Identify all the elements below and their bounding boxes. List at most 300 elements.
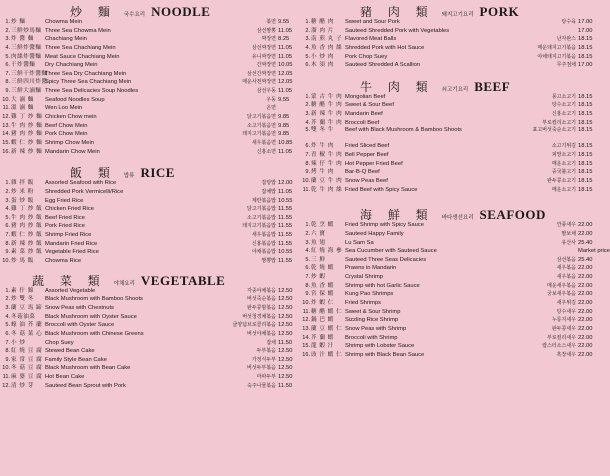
item-number: 12.: [2, 382, 10, 389]
item-price: 22.00: [578, 291, 593, 298]
item-chinese-name: 蒙 古 牛 肉: [311, 93, 343, 100]
menu-item-row: [0, 78, 300, 87]
menu-item-row: [0, 205, 300, 214]
item-english-name: Black Mushroom with Chinese Greens: [45, 330, 144, 337]
item-number: 7.: [305, 274, 310, 281]
item-price: 12.50: [278, 348, 293, 355]
item-chinese-name: 牛 肉 炒 麵: [11, 122, 43, 129]
item-chinese-name: 三鮮炒馬麵: [11, 27, 42, 34]
menu-item-row: [300, 351, 600, 360]
item-number: 8.: [305, 282, 310, 289]
item-number: 3.: [5, 304, 10, 311]
section-title-english: RICE: [140, 165, 175, 181]
item-number: 3.: [305, 239, 310, 246]
item-english-name: Black Mushroom with Bamboo Shoots: [45, 296, 143, 303]
section-title: [0, 3, 300, 17]
section-title-korean: 국수요리: [123, 12, 146, 18]
item-number: 1.: [305, 93, 310, 100]
item-number: 6.: [5, 330, 10, 337]
item-korean-name: 신홍소고기: [551, 111, 576, 118]
menu-item-row: [0, 364, 300, 373]
item-korean-name: 매운소고기: [551, 186, 576, 193]
item-number: 6.: [5, 223, 10, 230]
item-number: 8.: [5, 348, 10, 355]
item-price: 11.05: [278, 148, 293, 155]
item-number: 9.: [5, 356, 10, 363]
item-korean-name: 완두콩밤볶음: [247, 304, 276, 311]
item-korean-name: 버섯죽순볶음: [247, 296, 276, 303]
item-chinese-name: 小 炒 肉: [311, 53, 334, 60]
item-chinese-name: 豬 肉 炒 飯: [11, 223, 43, 230]
item-number: 10.: [2, 96, 10, 103]
left-column: [0, 0, 300, 390]
item-chinese-name: 清 炒 芽: [11, 382, 34, 389]
item-english-name: Seafood Noodles Soup: [45, 96, 105, 103]
item-chinese-name: 三鮮大滷麵: [11, 88, 42, 95]
menu-item-row: [300, 44, 600, 53]
item-price: 10.55: [278, 249, 293, 256]
item-number: 4.: [305, 44, 310, 51]
item-price: 11.05: [278, 44, 293, 51]
item-korean-name: 신홍소면: [256, 148, 276, 155]
item-english-name: Bar-B-Q Beef: [345, 169, 380, 176]
item-chinese-name: 三鮮四川炸醬: [11, 79, 48, 86]
item-number: 2.: [5, 27, 10, 34]
item-korean-name: 삼선우동: [256, 88, 276, 95]
menu-item-row: [0, 35, 300, 44]
item-korean-name: 소고기튀김: [551, 143, 576, 150]
item-chinese-name: 三 鮮: [311, 256, 326, 263]
item-chinese-name: 蛋 炒 飯: [11, 197, 34, 204]
item-chinese-name: 素 什 錦: [11, 287, 34, 294]
item-english-name: Fried Shrimps: [345, 300, 382, 307]
item-price: 18.15: [578, 186, 593, 193]
menu-item-row: [0, 61, 300, 70]
menu-item-row: [0, 44, 300, 53]
item-price: 18.15: [578, 44, 593, 51]
item-korean-name: 야채볶음밥: [251, 249, 276, 256]
item-english-name: Chicken Fried Rice: [45, 206, 94, 213]
item-number: 9.: [5, 249, 10, 256]
item-price: 18.15: [578, 93, 593, 100]
menu-item-row: [300, 127, 600, 142]
item-number: 2.: [305, 230, 310, 237]
menu-item-row: [300, 142, 600, 151]
item-korean-name: 랍스터소스새우: [542, 343, 576, 350]
item-number: 10.: [302, 300, 310, 307]
menu-item-row: [0, 347, 300, 356]
item-english-name: Fried Sliced Beef: [345, 143, 390, 150]
item-chinese-name: 炒 米 粉: [11, 188, 34, 195]
item-korean-name: 새우볶음면: [251, 139, 276, 146]
item-number: 8.: [305, 160, 310, 167]
item-price: 8.25: [278, 36, 290, 43]
item-english-name: Sweet & Sour Beef: [345, 102, 394, 109]
item-price: 22.00: [578, 334, 593, 341]
menu-item-row: [0, 104, 300, 113]
item-price: 12.50: [278, 322, 293, 329]
item-english-name: Sweet & Sour Shrimp: [345, 308, 401, 315]
item-number: 7.: [305, 152, 310, 159]
item-chinese-name: 三鮮炸醬麵: [11, 44, 42, 51]
item-korean-name: 돼지고기볶음면: [242, 131, 276, 138]
item-number: 2.: [305, 102, 310, 109]
menu-item-row: [0, 122, 300, 131]
menu-item-row: [300, 53, 600, 62]
item-price: 9.85: [278, 122, 290, 129]
item-english-name: Bell Pepper Beef: [345, 152, 389, 159]
menu-item-row: [300, 35, 600, 44]
menu-item-row: [0, 27, 300, 36]
item-chinese-name: 糖 醋 蝦 仁: [311, 308, 343, 315]
item-number: 1.: [5, 287, 10, 294]
item-english-name: Shrimp with hot Garlic Sauce: [345, 282, 420, 289]
item-number: 5.: [5, 322, 10, 329]
item-english-name: Beef Chow Mein: [45, 122, 88, 129]
item-price: 11.05: [278, 53, 293, 60]
item-english-name: Snow Peas with Shrimp: [345, 325, 407, 332]
menu-item-row: [300, 177, 600, 186]
item-korean-name: 삼선짬뽕: [256, 27, 276, 34]
item-chinese-name: 紅 燒 海 參: [311, 248, 343, 255]
menu-item-row: [300, 247, 610, 256]
item-chinese-name: 新 辣 牛 肉: [311, 111, 343, 118]
section-beef: [300, 78, 600, 194]
menu-item-row: [300, 186, 600, 195]
section-title-korean: 바다생선요리: [441, 215, 474, 222]
item-price: 11.50: [278, 382, 293, 389]
item-english-name: Family Style Bean Cake: [45, 356, 107, 363]
item-chinese-name: 炒 雙 冬: [11, 296, 34, 303]
item-price: 17.00: [578, 62, 593, 69]
menu-item-row: [0, 231, 300, 240]
item-number: 1.: [305, 19, 310, 25]
item-chinese-name: 冬 菇 豆 腐: [11, 365, 43, 372]
item-chinese-name: 蘭 豆 馬 蹄: [11, 304, 43, 311]
item-korean-name: 부로컬리소고기: [542, 119, 576, 126]
item-chinese-name: 冬 菇 菜 心: [11, 330, 43, 337]
menu-item-row: [300, 151, 600, 160]
item-english-name: Prawns in Mandarin: [345, 265, 397, 272]
menu-item-row: [0, 382, 300, 391]
item-english-name: Sauteed Three Seas Delicacies: [345, 256, 427, 263]
item-price: 11.55: [278, 206, 293, 213]
item-chinese-name: 小 炒: [11, 339, 26, 346]
item-english-name: Flavored Meat Balls: [345, 36, 397, 43]
item-price: 12.50: [278, 356, 293, 363]
item-number: 12.: [2, 114, 10, 121]
item-english-name: Stewed Bean Cake: [45, 348, 95, 355]
item-english-name: Crystal Shrimp: [345, 274, 384, 281]
item-korean-name: 새우튀김: [556, 300, 576, 307]
item-korean-name: 가정식두부: [251, 356, 276, 363]
item-english-name: Snow Peas Beef: [345, 177, 388, 184]
item-english-name: Sea Cucumber with Sauteed Sauce: [345, 248, 437, 255]
item-number: 5.: [305, 127, 310, 134]
item-price: 25.40: [578, 239, 593, 246]
item-price: 18.15: [578, 152, 593, 159]
menu-item-row: [300, 290, 600, 299]
menu-item-row: [0, 321, 300, 330]
menu-item-row: [0, 295, 300, 304]
item-korean-name: 유산사: [561, 239, 576, 246]
item-korean-name: 새우볶음: [556, 274, 576, 281]
item-chinese-name: 豉 汁 蝦 仁: [311, 351, 343, 358]
item-price: 22.00: [578, 265, 593, 272]
item-price: 11.55: [278, 214, 293, 221]
item-english-name: Meat Sauce Chachiang Mein: [45, 53, 120, 60]
item-korean-name: 돼지고기볶음밥: [242, 223, 276, 230]
section-seafood: [300, 206, 610, 359]
menu-item-row: [0, 130, 300, 139]
item-chinese-name: 乾 牛 肉 絲: [311, 186, 343, 193]
item-english-name: Chowma Mein: [45, 19, 83, 25]
item-price: 18.15: [578, 53, 593, 60]
item-price: 12.05: [278, 79, 293, 86]
item-chinese-name: 炸 蝦 仁: [311, 300, 334, 307]
item-english-name: Black Mushroom with Bean Cake: [45, 365, 131, 372]
item-korean-name: 볶면: [266, 19, 276, 25]
item-english-name: Egg Fried Rice: [45, 197, 84, 204]
item-price: 22.00: [578, 317, 593, 324]
item-chinese-name: 糖 醋 肉: [311, 19, 334, 25]
menu-item-row: [0, 287, 300, 296]
item-chinese-name: 蠔 油 芥 蘭: [11, 322, 43, 329]
item-price: 22.00: [578, 343, 593, 350]
item-korean-name: 각종야채볶음: [247, 287, 276, 294]
item-korean-name: 중국불고기: [551, 169, 576, 176]
item-number: 13.: [2, 122, 10, 129]
item-korean-name: 신홍볶음밥: [251, 240, 276, 247]
menu-item-row: [0, 339, 300, 348]
item-number: 8.: [5, 240, 10, 247]
item-english-name: Shredded Pork with Hot Sauce: [345, 44, 425, 51]
item-korean-name: 깐풍새우: [556, 222, 576, 229]
item-english-name: Broccoli with Oyster Sauce: [45, 322, 115, 329]
item-price: 22.00: [578, 325, 593, 332]
item-price: 11.55: [278, 258, 293, 265]
item-english-name: Pork Chop Suey: [345, 53, 388, 60]
item-chinese-name: 炒 馬 飯: [11, 258, 34, 265]
item-korean-name: 두부볶음: [256, 348, 276, 355]
menu-item-row: [300, 342, 600, 351]
menu-item-row: [0, 330, 300, 339]
item-chinese-name: 南 煎 丸 子: [311, 36, 343, 43]
item-price: 18.15: [578, 102, 593, 109]
item-korean-name: 표고버섯죽순소고기: [532, 127, 576, 134]
section-title-korean: 쇠고기요리: [441, 86, 469, 93]
item-number: 3.: [5, 197, 10, 204]
item-korean-name: 완두콩새우: [551, 325, 576, 332]
section-title-english: VEGETABLE: [140, 272, 226, 288]
item-korean-name: 무주점채: [556, 62, 576, 69]
item-price: 18.15: [578, 36, 593, 43]
item-english-name: Beef with Black Mushroom & Bamboo Shoots: [345, 127, 462, 134]
item-korean-name: 난자완스: [556, 36, 576, 43]
item-price: 9.55: [278, 19, 290, 25]
item-english-name: Wen Loo Mein: [45, 105, 83, 112]
item-korean-name: 야채돼지고기볶음: [537, 53, 576, 60]
item-korean-name: 피망소고기: [551, 152, 576, 159]
item-english-name: Broccoli Beef: [345, 119, 380, 126]
item-english-name: Pork Chow Mein: [45, 131, 88, 138]
item-korean-name: 매운소고기: [551, 160, 576, 167]
item-english-name: Sauteed Shredded A Scallion: [345, 62, 421, 69]
item-english-name: Pork Fried Rice: [45, 223, 85, 230]
menu-item-row: [300, 230, 600, 239]
item-korean-name: 마파두부: [256, 374, 276, 381]
item-korean-name: 버섯두부볶음: [247, 365, 276, 372]
item-price: 17.00: [578, 27, 593, 34]
menu-item-row: [0, 96, 300, 105]
item-korean-name: 유니짜장면: [251, 53, 276, 60]
item-chinese-name: 魚 香 肉 絲: [311, 44, 343, 51]
item-number: 5.: [305, 256, 310, 263]
item-chinese-name: 麻 婆 豆 腐: [11, 374, 43, 381]
item-number: 9.: [305, 169, 310, 176]
menu-item-row: [300, 93, 600, 102]
item-korean-name: 탕수육: [561, 19, 576, 25]
item-chinese-name: 炒 蝦: [311, 274, 326, 281]
item-english-name: Vegetable Fried Rice: [45, 249, 99, 256]
item-korean-name: 우동: [266, 96, 276, 103]
menu-item-row: [0, 70, 300, 79]
menu-item-row: [300, 18, 600, 27]
item-number: 6.: [305, 265, 310, 272]
section-title-english: SEAFOOD: [479, 207, 546, 223]
item-english-name: Beef Fried Rice: [45, 214, 85, 221]
item-chinese-name: 牛 肉 炒 飯: [11, 214, 43, 221]
item-price: 18.15: [578, 169, 593, 176]
item-price: 18.15: [578, 127, 593, 134]
item-korean-name: 부로컬리새우: [547, 334, 576, 341]
item-english-name: Sauteed Happy Family: [345, 230, 404, 237]
item-english-name: Spicy Three Sea Chachiang Mein: [45, 79, 132, 86]
item-number: 10.: [2, 258, 10, 265]
item-price: 22.00: [578, 282, 593, 289]
item-number: 7.: [5, 232, 10, 239]
section-title-korean: 돼지고기요리: [441, 12, 474, 18]
item-english-name: Chachiang Mein: [45, 36, 87, 43]
item-chinese-name: 冬菇油菜: [11, 313, 36, 320]
menu-item-row: [0, 214, 300, 223]
item-price: Market price: [578, 248, 610, 255]
item-chinese-name: 炒 麵: [11, 19, 26, 25]
item-korean-name: 새우볶음밥: [251, 232, 276, 239]
item-number: 6.: [305, 62, 310, 69]
menu-item-row: [300, 239, 600, 248]
menu-item-row: [0, 257, 300, 266]
menu-item-row: [0, 373, 300, 382]
item-price: 12.00: [278, 180, 293, 187]
item-korean-name: 삼선짜장면: [251, 44, 276, 51]
section-title-english: BEEF: [474, 78, 511, 94]
item-chinese-name: 三鮮干炸醬麵: [11, 70, 48, 77]
item-korean-name: 궁보새우볶음: [547, 291, 576, 298]
item-price: 12.50: [278, 365, 293, 372]
item-price: 22.00: [578, 274, 593, 281]
item-number: 11.: [2, 105, 10, 112]
item-number: 10.: [302, 177, 310, 184]
item-chinese-name: 炸 牛 肉: [311, 143, 334, 150]
item-price: 9.85: [278, 131, 290, 138]
menu-item-row: [300, 168, 600, 177]
item-number: 16.: [2, 148, 10, 155]
section-title: [300, 78, 600, 92]
item-english-name: Mandarin Beef: [345, 111, 383, 118]
item-english-name: Three Sea Chachiang Mein: [45, 44, 116, 51]
item-english-name: Three Sea Delicacies Soup Noodles: [45, 88, 139, 95]
item-number: 2.: [5, 188, 10, 195]
section-title-chinese: 炒 麵: [70, 5, 116, 19]
item-price: 12.50: [278, 374, 293, 381]
item-chinese-name: 新 辣 炒 飯: [11, 240, 43, 247]
menu-item-row: [300, 273, 600, 282]
menu-item-row: [0, 87, 300, 96]
item-number: 6.: [5, 62, 10, 69]
item-number: 11.: [302, 186, 310, 193]
item-korean-name: 흑장새우: [556, 351, 576, 358]
section-title-chinese: 牛 肉 類: [360, 79, 434, 94]
item-chinese-name: 烤 牛 肉: [311, 169, 334, 176]
section-title: [0, 272, 300, 286]
item-korean-name: 닭고기볶음밥: [247, 206, 276, 213]
item-price: 18.15: [578, 143, 593, 150]
menu-item-row: [300, 221, 600, 230]
item-english-name: Fried Shrimp with Spicy Sauce: [345, 222, 424, 229]
item-korean-name: 버섯청경채볶음: [242, 313, 276, 320]
item-english-name: Mandarin Fried Rice: [45, 240, 98, 247]
item-number: 6.: [305, 143, 310, 150]
section-title-korean: 야채요리: [113, 280, 135, 287]
item-chinese-name: 紅 燒 豆 腐: [11, 348, 43, 355]
item-chinese-name: 雞 丁 炒 麵: [11, 114, 43, 121]
item-chinese-name: 糖 醋 牛 肉: [311, 102, 343, 109]
item-chinese-name: 乾 烹 蝦: [311, 222, 334, 229]
item-number: 10.: [2, 365, 10, 372]
item-english-name: Shrimp Fried Rice: [45, 232, 92, 239]
item-price: 10.85: [278, 139, 293, 146]
item-number: 12.: [302, 317, 310, 324]
item-number: 11.: [302, 308, 310, 315]
menu-item-row: [300, 256, 600, 265]
item-price: 18.15: [578, 119, 593, 126]
item-number: 1.: [5, 180, 10, 187]
item-korean-name: 짜장면: [261, 36, 276, 43]
menu-item-row: [0, 53, 300, 62]
section-title-chinese: 海 鮮 類: [360, 208, 434, 223]
item-chinese-name: 溫 滷 麵: [11, 105, 34, 112]
item-chinese-name: 家 常 豆 腐: [11, 356, 43, 363]
item-price: 12.50: [278, 287, 293, 294]
item-price: 25.40: [578, 256, 593, 263]
item-price: 11.05: [278, 27, 293, 34]
item-korean-name: 새우볶음: [556, 265, 576, 272]
item-korean-name: 탕수소고기: [551, 102, 576, 109]
item-english-name: Shredded Pork Vermicelli/Rice: [45, 188, 124, 195]
item-number: 15.: [302, 343, 310, 350]
item-chinese-name: 木 須 肉: [311, 62, 334, 69]
item-chinese-name: 龍 蝦 汁: [311, 343, 334, 350]
menu-item-row: [0, 188, 300, 197]
item-english-name: Shrimp with Lobster Sauce: [345, 343, 415, 350]
item-chinese-name: 溜 肉 片: [311, 27, 334, 34]
item-chinese-name: 干炸醬麵: [11, 62, 36, 69]
item-english-name: Assorted Seafood with Rice: [45, 180, 117, 187]
item-english-name: Sauteed Shredded Pork with Vegetables: [345, 27, 450, 34]
item-english-name: Sizzling Rice Shrimp: [345, 317, 399, 324]
item-price: 12.05: [278, 70, 293, 77]
